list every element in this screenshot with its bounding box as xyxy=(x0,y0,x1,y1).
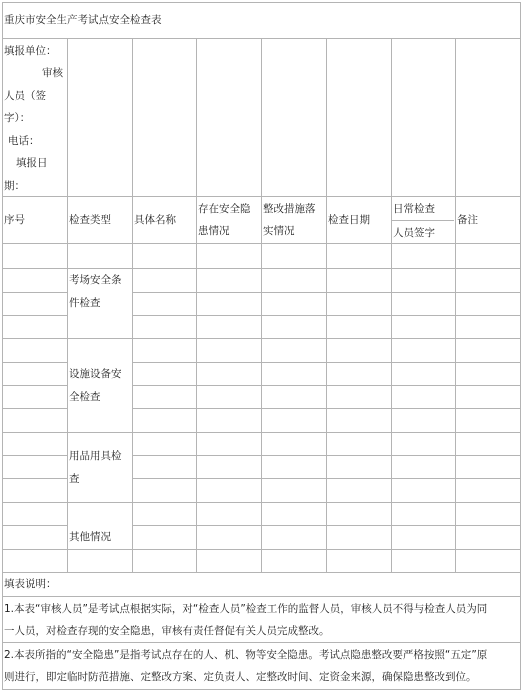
note-1: 1.本表“审核人员”是考试点根据实际，对“检查人员”检查工作的监督人员，审核人员不得与检查人员为同 xyxy=(4,603,488,615)
header-inspector: 人员签字 xyxy=(393,227,435,239)
col-rule xyxy=(67,38,68,572)
row-rule xyxy=(2,315,67,316)
header-inspector: 日常检查 xyxy=(393,203,435,215)
note-1: 一人员，对检查存现的安全隐患，审核有责任督促有关人员完成整改。 xyxy=(4,625,330,637)
col-rule xyxy=(196,38,197,572)
row-rule xyxy=(2,292,67,293)
row-rule xyxy=(2,478,67,479)
header-type: 检查类型 xyxy=(69,214,111,226)
row-rule xyxy=(2,362,67,363)
note-2: 2.本表所指的“安全隐患”是指考试点存在的人、机、物等安全隐患。考试点隐患整改要严格按照“五定”原 xyxy=(4,649,488,661)
group-exam-room: 考场安全条 xyxy=(69,274,122,286)
group-supplies: 查 xyxy=(69,473,80,485)
info-unit-label: 填报单位： xyxy=(4,45,57,57)
group-facilities: 设施设备安 xyxy=(69,368,122,380)
group-other: 其他情况 xyxy=(69,531,111,543)
col-rule xyxy=(132,38,133,572)
info-date-label: 期： xyxy=(4,180,25,192)
notes-heading: 填表说明： xyxy=(4,578,57,590)
group-exam-room: 件检查 xyxy=(69,297,101,309)
rule-body-end xyxy=(2,572,521,573)
border-left xyxy=(2,2,3,690)
header-hazard: 存在安全隐 xyxy=(198,203,251,215)
row-rule xyxy=(2,525,67,526)
col-rule xyxy=(261,38,262,572)
note-2: 则进行，即定临时防范措施、定整改方案、定负责人、定整改时间、定资金来源，确保隐患整改到位。 xyxy=(4,671,477,683)
header-rectify: 整改措施落 xyxy=(263,203,316,215)
header-seq: 序号 xyxy=(4,214,25,226)
header-remark: 备注 xyxy=(457,214,478,226)
col-rule xyxy=(391,38,392,572)
header-rectify: 实情况 xyxy=(263,225,295,237)
border-bottom xyxy=(2,689,521,690)
info-reviewer-label: 字）： xyxy=(4,112,31,124)
row-rule xyxy=(2,385,67,386)
info-phone-label: 电话： xyxy=(8,135,40,147)
info-reviewer-label: 审核 xyxy=(42,67,63,79)
group-facilities: 全检查 xyxy=(69,391,101,403)
header-name: 具体名称 xyxy=(134,214,176,226)
form-title: 重庆市安全生产考试点安全检查表 xyxy=(4,14,162,26)
row-rule xyxy=(2,455,67,456)
group-supplies: 用品用具检 xyxy=(69,450,122,462)
rule-note1 xyxy=(2,642,521,643)
border-right xyxy=(520,2,521,690)
header-date: 检查日期 xyxy=(328,214,370,226)
info-reviewer-label: 人员（签 xyxy=(4,90,46,102)
row-rule xyxy=(2,408,67,409)
info-date-label: 填报日 xyxy=(16,157,48,169)
rule-inspector-mid xyxy=(391,220,454,221)
col-rule xyxy=(455,38,456,572)
rule-notes xyxy=(2,596,521,597)
border-top xyxy=(2,2,521,3)
col-rule xyxy=(326,38,327,572)
header-hazard: 患情况 xyxy=(198,225,230,237)
